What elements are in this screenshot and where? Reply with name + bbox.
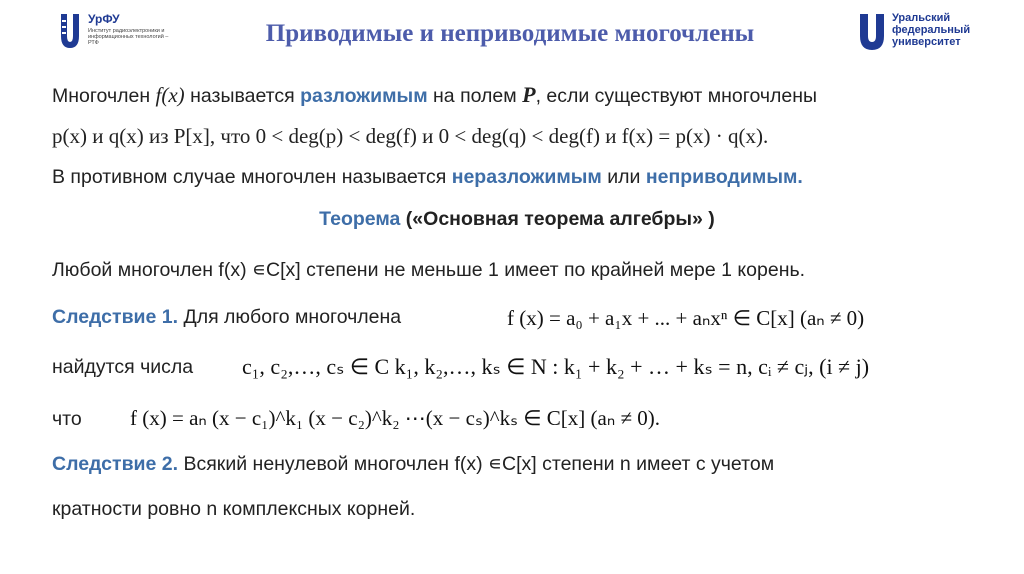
text: найдутся числа (52, 356, 194, 378)
corollary-2-line (52, 452, 774, 476)
text: называется (184, 85, 301, 107)
definition-line-1 (52, 82, 817, 108)
text: Для любого многочлена (178, 306, 402, 328)
text: или (601, 166, 646, 188)
corollary-1-label: Следствие 1. (52, 306, 179, 328)
logo-right-line-2: федеральный (892, 24, 971, 36)
theorem-label: Теорема (319, 208, 401, 230)
text: кратности ровно n комплексных корней. (52, 498, 416, 520)
logo-left-name: УрФУ (88, 12, 120, 26)
field-P: P (522, 82, 536, 107)
theorem-heading (52, 208, 982, 231)
term-reducible: разложимым (300, 85, 428, 107)
text: Многочлен (52, 85, 156, 107)
text: , если существуют многочлены (535, 85, 818, 107)
logo-right-line-3: университет (892, 36, 961, 48)
text: что (52, 408, 82, 430)
term-irreducible-1: неразложимым (451, 166, 602, 188)
page-title: Приводимые и неприводимые многочлены (265, 20, 755, 47)
definition-line-3 (52, 166, 803, 189)
logo-left-subtitle: Институт радиоэлектроники и информационных технологий – РТФ (88, 28, 169, 46)
corollary-1-line (52, 306, 401, 329)
text: Всякий ненулевой многочлен f(x) ∊C[x] степени n имеет с учетом (178, 453, 775, 475)
logo-right-line-1: Уральский (892, 12, 951, 24)
polynomial-formula: f (x) = a₀ + a₁x + ... + aₙxⁿ ∈ C[x] (aₙ ≠ 0) (507, 306, 865, 330)
corollary-2-continuation (52, 498, 415, 521)
theorem-statement (52, 258, 805, 282)
fx-expression: f(x) (155, 83, 185, 107)
slide-header (0, 0, 1024, 64)
degree-condition: p(x) и q(x) из P[x], что 0 < deg(p) < deg(f) и 0 < deg(q) < deg(f) и f(x) = p(x) · q(x). (52, 124, 769, 148)
text: Любой многочлен f(x) ∊C[x] степени не меньше 1 имеет по крайней мере 1 корень. (52, 259, 806, 281)
definition-line-2 (52, 124, 768, 149)
roots-multiplicity-formula: c₁, c₂,…, cₛ ∈ C k₁, k₂,…, kₛ ∈ N : k₁ + k₂ + … + kₛ = n, cᵢ ≠ cⱼ, (i ≠ j) (242, 354, 870, 379)
corollary-1-numbers-line (52, 356, 193, 379)
corollary-1-factor-line (52, 408, 82, 431)
logo-right-text (892, 12, 970, 48)
theorem-title: («Основная теорема алгебры» ) (400, 208, 715, 230)
urfu-logo-right (858, 10, 1008, 54)
university-u-icon (858, 12, 886, 52)
term-irreducible-2: неприводимым. (645, 166, 803, 188)
text: на полем (427, 85, 523, 107)
factorization-formula: f (x) = aₙ (x − c₁)^k₁ (x − c₂)^k₂ ⋯(x − cₛ)^kₛ ∈ C[x] (aₙ ≠ 0). (130, 406, 660, 430)
corollary-2-label: Следствие 2. (52, 453, 179, 475)
urfu-logo-left (58, 12, 178, 56)
text: В противном случае многочлен называется (52, 166, 452, 188)
urfu-u-icon (58, 12, 82, 52)
